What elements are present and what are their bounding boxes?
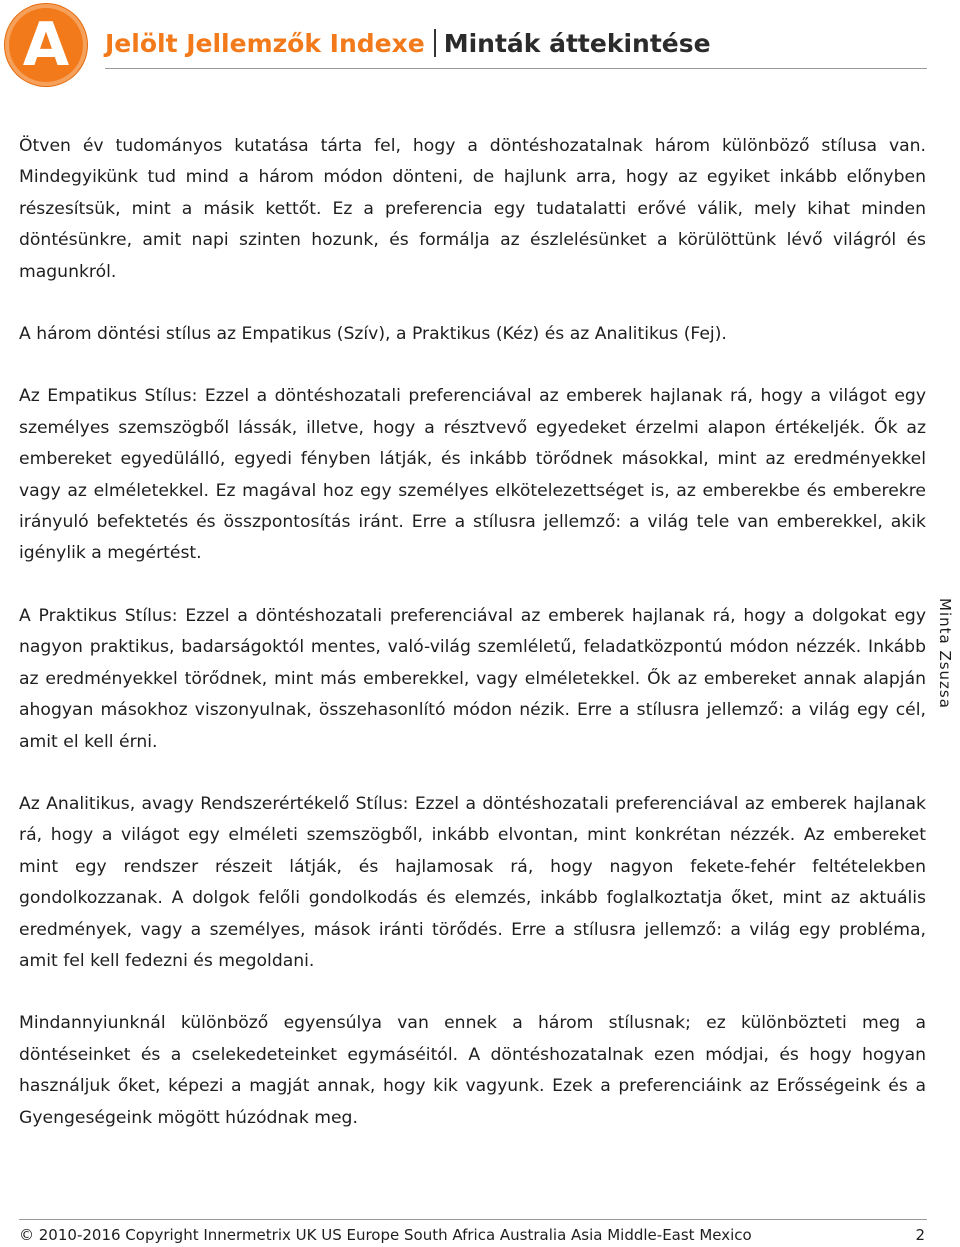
styles-summary-paragraph: A három döntési stílus az Empatikus (Szív), a Praktikus (Kéz) és az Analitikus (Fej). <box>19 324 727 345</box>
intro-paragraph: Ötven év tudományos kutatása tárta fel, hogy a döntéshozatalnak három különböző stílusa van. Mindegyikünk tud mind a három módon dönteni, de hajlunk arra, hogy az egyiket inkább előnyben részesítsük, mint a másik kettőt. Ez a preferencia egy tudatalatti erővé válik, mely kihat minden döntésünkre, amit napi szinten hozunk, és formálja az észlelésünket a körülöttünk lévő világról és magunkról. <box>19 136 926 282</box>
logo-letter: A <box>22 10 70 80</box>
section-title: Minták áttekintése <box>443 28 711 58</box>
report-title: Jelölt Jellemzők Indexe <box>105 28 425 58</box>
footer-copyright: © 2010-2016 Copyright Innermetrix UK US Europe South Africa Australia Asia Middle-East Mexico <box>19 1226 752 1244</box>
page-number: 2 <box>915 1226 925 1244</box>
empathic-style-paragraph: Az Empatikus Stílus: Ezzel a döntéshozatali preferenciával az emberek hajlanak rá, hogy a világot egy személyes szemszögből lássák, illetve, hogy a résztvevő egyedeket érzelmi alapon értékeljék. Ők az embereket egyedülálló, egyedi fényben látják, és inkább törődnek másokkal, mint az eredményekkel vagy az elméletekkel. Ez magával hoz egy személyes elkötelezettséget is, az emberekbe és emberekre irányuló befektetés és összpontosítás iránt. Erre a stílusra jellemző: a világ tele van emberekkel, akik igénylik a megértést. <box>19 386 926 564</box>
header-divider <box>105 68 927 69</box>
conclusion-paragraph: Mindannyiunknál különböző egyensúlya van ennek a három stílusnak; ez különbözteti meg a döntéseinket és a cselekedeteinket egymáséitól. A döntéshozatalnak ezen módjai, és hogy hogyan használjuk őket, képezi a magját annak, hogy kik vagyunk. Ezek a preferenciáink az Erősségeink és a Gyengeségeink mögött húzódnak meg. <box>19 1013 926 1128</box>
document-body <box>19 131 926 1165</box>
side-person-name: Minta Zsuzsa <box>936 598 954 709</box>
analytical-style-paragraph: Az Analitikus, avagy Rendszerértékelő Stílus: Ezzel a döntéshozatali preferenciával az emberek hajlanak rá, hogy a világot egy elméleti szemszögből, inkább elvontan, mint konkrétan nézzék. Az embereket mint egy rendszer részeit látják, és hajlamosak rá, hogy nagyon fekete-fehér feltételekben gondolkozzanak. A dolgok felőli gondolkodás és elemzés, inkább foglalkoztatja őket, mint az aktuális eredmények, vagy a személyes, mások iránti törődés. Erre a stílusra jellemző: a világ egy probléma, amit fel kell fedezni és megoldani. <box>19 793 926 971</box>
logo-badge <box>5 4 87 86</box>
title-divider <box>434 29 436 57</box>
page-title <box>105 26 711 60</box>
footer-divider <box>19 1219 927 1220</box>
practical-style-paragraph: A Praktikus Stílus: Ezzel a döntéshozatali preferenciával az emberek hajlanak rá, hogy a dolgokat egy nagyon praktikus, badarságoktól mentes, való-világ szemléletű, feladatközpontú módon nézzék. Inkább az eredményekkel törődnek, mint más emberekkel, vagy elméletekkel. Ők az embereket annak alapján ahogyan másokhoz viszonyulnak, összehasonlító módon nézik. Erre a stílusra jellemző: a világ egy cél, amit el kell érni. <box>19 605 926 752</box>
